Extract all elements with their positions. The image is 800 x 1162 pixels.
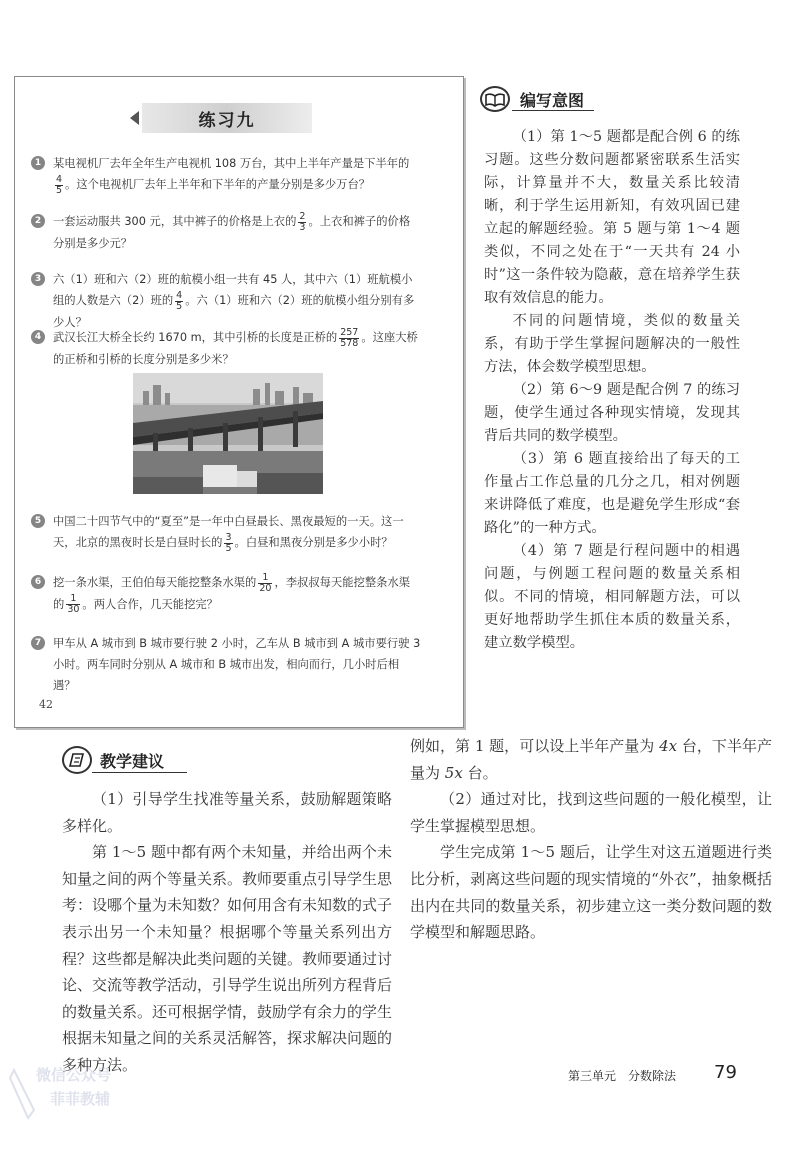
textbook-page-number: 42 <box>39 698 53 711</box>
teaching-suggestions-title: 教学建议 <box>100 752 165 771</box>
fraction: $\frac{1}{30}$ <box>67 593 80 615</box>
textbook-excerpt <box>14 76 464 728</box>
title-arrow-icon <box>130 111 139 125</box>
intent-paragraph: （3）第 6 题直接给出了每天的工作量占工作总量的几分之几，相对例题来讲降低了难度，也是避免学生形成“套路化”的一种方式。 <box>484 451 740 536</box>
writing-intent-body <box>484 126 740 655</box>
exercise-question <box>31 572 421 615</box>
intent-paragraph: （2）第 6～9 题是配合例 7 的练习题，使学生通过各种现实情境，发现其背后共同的数学模型。 <box>484 382 740 444</box>
exercise-title: 练习九 <box>198 111 256 131</box>
exercise-question <box>31 511 421 554</box>
watermark-line: 微信公众号 <box>36 1066 112 1084</box>
question-text: 六（1）班和六（2）班的航模小组一共有 45 人，其中六（1）班航模小组的人数是六（2）班的 <box>53 273 413 307</box>
suggestions-right-column <box>410 733 772 946</box>
question-text: 。这个电视机厂去年上半年和下半年的产量分别是多少万台？ <box>65 178 371 191</box>
open-book-icon <box>480 86 510 112</box>
intent-paragraph: （1）第 1～5 题都是配合例 6 的练习题。这些分数问题都紧密联系生活实际，计算量并不大，数量关系比较清晰，利于学生运用新知，有效巩固已建立起的解题经验。第 5 题与第 1～4 题类似，不同之处在于“一天共有 24 小时”这一条件较为隐蔽，意在培养学生获取有效信息的能力。 <box>484 129 740 306</box>
watermark <box>6 1052 176 1142</box>
header-underline <box>512 110 594 111</box>
math-variable: 4x <box>659 737 678 755</box>
intent-paragraph: （4）第 7 题是行程问题中的相遇问题，与例题工程问题的数量关系相似。不同的情境，相同解题方法，可以更好地帮助学生抓住本质的数量关系，建立数学模型。 <box>484 543 740 651</box>
fraction: $\frac{3}{5}$ <box>225 531 232 554</box>
math-variable: 5x <box>444 763 463 782</box>
book-icon-glyph <box>482 88 508 110</box>
question-number: 6 <box>31 575 45 589</box>
fraction: $\frac{257}{578}$ <box>340 326 359 349</box>
question-text: ，李叔叔每天能挖整条水渠的 <box>53 576 411 611</box>
chalkboard-icon <box>62 746 92 774</box>
question-number: 4 <box>31 330 45 344</box>
chalk-icon-glyph <box>64 748 90 772</box>
question-text: 挖一条水渠，王伯伯每天能挖整条水渠的 <box>53 576 257 589</box>
suggestion-paragraph: 例如，第 1 题，可以设上半年产量为 4x 台，下半年产量为 5x 台。 <box>410 737 772 782</box>
fraction: $\frac{4}{5}$ <box>56 173 63 196</box>
fraction: $\frac{4}{5}$ <box>176 289 183 312</box>
watermark-line: 菲菲教辅 <box>50 1090 111 1108</box>
question-text: 。六（1）班和六（2）班的航模小组分别有多少人？ <box>53 294 415 329</box>
question-text: 某电视机厂去年全年生产电视机 108 万台，其中上半年产量是下半年的 <box>53 157 410 170</box>
exercise-question <box>31 633 421 696</box>
question-number: 1 <box>31 156 45 170</box>
suggestion-paragraph: 学生完成第 1～5 题后，让学生对这五道题进行类比分析，剥离这些问题的现实情境的“外衣”，抽象概括出内在共同的数量关系，初步建立这一类分数问题的数学模型和解题思路。 <box>410 843 772 942</box>
exercise-question <box>31 153 421 196</box>
question-text: 。白昼和黑夜分别是多少小时？ <box>234 536 393 549</box>
suggestion-paragraph: （2）通过对比，找到这些问题的一般化模型，让学生掌握模型思想。 <box>410 790 772 835</box>
question-text: 。这座大桥的正桥和引桥的长度分别是多少米？ <box>53 331 418 366</box>
question-text: 。上衣和裤子的价格分别是多少元？ <box>53 215 411 250</box>
exercise-title-banner <box>142 103 312 133</box>
footer-page-number: 79 <box>714 1062 737 1083</box>
exercise-question <box>31 327 421 370</box>
suggestion-paragraph: （1）引导学生找准等量关系，鼓励解题策略多样化。 <box>62 790 392 835</box>
header-underline <box>92 772 187 773</box>
question-text: 一套运动服共 300 元，其中裤子的价格是上衣的 <box>53 215 297 228</box>
writing-intent-title: 编写意图 <box>520 91 585 110</box>
question-text: 中国二十四节气中的“夏至”是一年中白昼最长、黑夜最短的一天。这一天，北京的黑夜时长是白昼时长的 <box>53 515 404 549</box>
question-number: 3 <box>31 272 45 286</box>
question-text: 甲车从 A 城市到 B 城市要行驶 2 小时，乙车从 B 城市到 A 城市要行驶 3 小时。两车同时分别从 A 城市和 B 城市出发，相向而行，几小时后相遇？ <box>53 637 421 692</box>
teaching-suggestions-header <box>62 746 187 776</box>
fraction: $\frac{2}{3}$ <box>299 210 306 233</box>
fraction: $\frac{1}{20}$ <box>259 571 272 594</box>
bridge-illustration <box>133 373 323 494</box>
exercise-question <box>31 269 421 333</box>
suggestions-left-column <box>62 786 392 1079</box>
question-text: 。两人合作，几天能挖完？ <box>82 597 218 611</box>
writing-intent-header <box>480 86 594 112</box>
wuhan-bridge-photo <box>133 373 323 494</box>
intent-paragraph: 不同的问题情境，类似的数量关系，有助于学生掌握问题解决的一般性方法，体会数学模型思想。 <box>484 313 740 375</box>
footer-unit-label: 第三单元 分数除法 <box>568 1069 677 1083</box>
exercise-question <box>31 211 421 254</box>
question-number: 7 <box>31 636 45 650</box>
question-number: 2 <box>31 214 45 228</box>
suggestion-paragraph: 第 1～5 题中都有两个未知量，并给出两个未知量之间的两个等量关系。教师要重点引导学生思考：设哪个量为未知数？如何用含有未知数的式子表示出另一个未知量？根据哪个等量关系列出方程？这些都是解决此类问题的关键。教师要通过讨论、交流等教学活动，引导学生说出所列方程背后的数量关系。还可根据学情，鼓励学有余力的学生根据未知量之间的关系灵活解答，探求解决问题的多种方法。 <box>62 843 393 1074</box>
question-text: 武汉长江大桥全长约 1670 m，其中引桥的长度是正桥的 <box>53 331 338 344</box>
question-number: 5 <box>31 514 45 528</box>
